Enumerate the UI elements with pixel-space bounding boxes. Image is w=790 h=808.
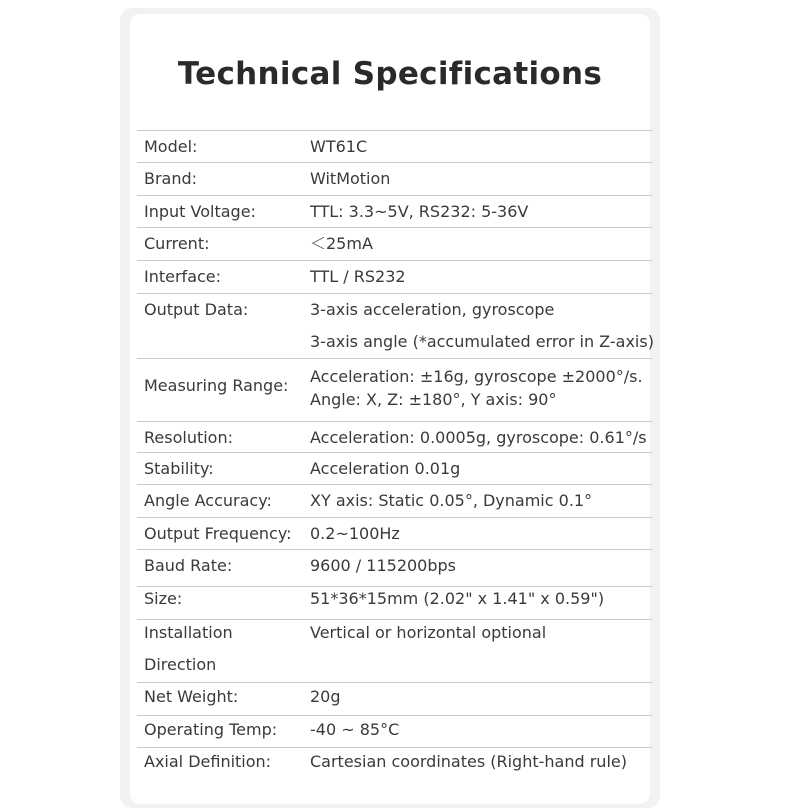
spec-value xyxy=(310,485,592,517)
spec-table xyxy=(137,130,652,780)
page-title: Technical Specifications xyxy=(177,56,603,92)
spec-row xyxy=(137,195,652,227)
spec-row xyxy=(137,452,652,484)
spec-value xyxy=(310,714,399,746)
spec-row xyxy=(137,549,652,586)
spec-value xyxy=(310,228,373,260)
spec-label xyxy=(144,196,256,228)
spec-value-line: Acceleration 0.01g xyxy=(310,459,461,478)
spec-value-line: Vertical or horizontal optional xyxy=(310,623,547,642)
spec-value-line: 3-axis angle (*accumulated error in Z-axis) xyxy=(310,331,654,351)
spec-value-line: Acceleration: 0.0005g, gyroscope: 0.61°/s xyxy=(310,428,647,447)
spec-label xyxy=(144,422,233,454)
spec-value-line: 20g xyxy=(310,687,341,706)
spec-value xyxy=(310,681,341,713)
spec-value-line: Cartesian coordinates (Right-hand rule) xyxy=(310,752,627,771)
spec-row xyxy=(137,484,652,517)
spec-label xyxy=(144,374,288,397)
spec-label-line: Brand: xyxy=(144,169,198,188)
spec-label-line: Direction xyxy=(144,654,217,674)
spec-label-line: Output Frequency: xyxy=(144,524,292,543)
spec-label xyxy=(144,583,182,615)
spec-value xyxy=(310,583,604,615)
spec-label xyxy=(144,518,292,550)
spec-value-line: Acceleration: ±16g, gyroscope ±2000°/s. xyxy=(310,367,643,386)
spec-value xyxy=(310,294,654,357)
spec-label-line: Baud Rate: xyxy=(144,556,233,575)
spec-label-line: Stability: xyxy=(144,459,214,478)
spec-value xyxy=(310,550,456,582)
spec-value xyxy=(310,196,528,228)
spec-label xyxy=(144,228,209,260)
spec-value-line: XY axis: Static 0.05°, Dynamic 0.1° xyxy=(310,491,593,510)
spec-row xyxy=(137,162,652,195)
spec-value-line: 9600 / 115200bps xyxy=(310,556,457,575)
spec-label xyxy=(144,453,214,485)
spec-value xyxy=(310,422,647,454)
spec-value-line: Angle: X, Z: ±180°, Y axis: 90° xyxy=(310,390,557,409)
spec-value xyxy=(310,453,460,485)
spec-value-line: ＜25mA xyxy=(310,234,373,253)
spec-label xyxy=(144,681,238,713)
spec-row xyxy=(137,715,652,747)
spec-label-line: Current: xyxy=(144,234,210,253)
spec-row xyxy=(137,358,652,421)
spec-label-line: Resolution: xyxy=(144,428,233,447)
spec-row xyxy=(137,260,652,293)
spec-value-line: TTL / RS232 xyxy=(310,267,406,286)
spec-row xyxy=(137,130,652,162)
spec-label-line: Axial Definition: xyxy=(144,752,272,771)
spec-row xyxy=(137,517,652,549)
spec-row xyxy=(137,747,652,780)
spec-value-line: 3-axis acceleration, gyroscope xyxy=(310,300,555,319)
spec-label-line: Angle Accuracy: xyxy=(144,491,272,510)
spec-value xyxy=(310,617,546,649)
spec-label-line: Operating Temp: xyxy=(144,720,278,739)
spec-label xyxy=(144,163,197,195)
spec-value xyxy=(310,163,390,195)
spec-value xyxy=(310,365,643,411)
spec-label-line: Net Weight: xyxy=(144,687,239,706)
spec-label-line: Input Voltage: xyxy=(144,202,256,221)
spec-value xyxy=(310,131,367,163)
spec-row xyxy=(137,682,652,715)
spec-label xyxy=(144,714,277,746)
spec-label xyxy=(144,746,271,778)
spec-label xyxy=(144,485,272,517)
spec-row xyxy=(137,421,652,452)
spec-value-line: 51*36*15mm (2.02" x 1.41" x 0.59") xyxy=(310,589,605,608)
spec-row xyxy=(137,293,652,358)
spec-value-line: 0.2~100Hz xyxy=(310,524,400,543)
spec-label xyxy=(144,261,221,293)
spec-value xyxy=(310,518,400,550)
spec-label-line: Installation xyxy=(144,623,233,642)
spec-label-line: Measuring Range: xyxy=(144,376,289,395)
spec-label xyxy=(144,131,197,163)
spec-row xyxy=(137,227,652,260)
spec-row xyxy=(137,586,652,619)
spec-label-line: Model: xyxy=(144,137,198,156)
spec-label-line: Output Data: xyxy=(144,300,249,319)
spec-value xyxy=(310,261,406,293)
spec-label xyxy=(144,550,232,582)
spec-value-line: WitMotion xyxy=(310,169,391,188)
spec-value xyxy=(310,746,627,778)
spec-value-line: WT61C xyxy=(310,137,368,156)
spec-label-line: Interface: xyxy=(144,267,222,286)
spec-label-line: Size: xyxy=(144,589,183,608)
spec-label xyxy=(144,617,233,680)
spec-row xyxy=(137,619,652,682)
spec-value-line: TTL: 3.3~5V, RS232: 5-36V xyxy=(310,202,529,221)
spec-label xyxy=(144,294,248,326)
spec-value-line: -40 ~ 85°C xyxy=(310,720,400,739)
